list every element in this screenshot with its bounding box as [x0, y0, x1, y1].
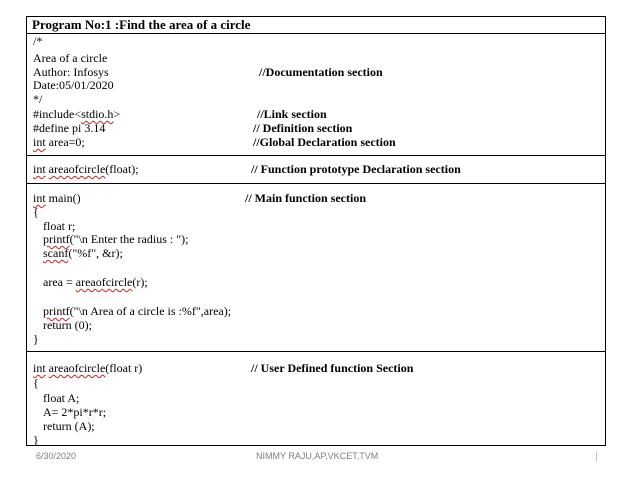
program-table [26, 16, 606, 446]
printf-line [43, 233, 188, 246]
assign-args: (r); [132, 275, 148, 289]
include-prefix: #include< [33, 107, 82, 121]
user-fn-signature [33, 362, 142, 375]
footer-author: NIMMY RAJU,AP,VKCET,TVM [256, 451, 379, 461]
global-type: int [33, 135, 46, 149]
footer-date: 6/30/2020 [36, 451, 77, 461]
row-divider [27, 155, 605, 156]
user-fn-calc: A= 2*pi*r*r; [43, 405, 107, 419]
printf-result-args: ("\n Area of a circle is :%f",area); [69, 304, 232, 318]
user-fn-decl: float A; [43, 391, 80, 405]
documentation-section-comment: //Documentation section [259, 65, 383, 79]
user-fn-open-brace: { [33, 376, 39, 390]
assign-line [43, 276, 148, 289]
user-fn-close-brace: } [33, 433, 39, 447]
main-open-brace: { [33, 205, 39, 219]
include-line [33, 108, 120, 121]
prototype-rest: (float); [105, 162, 139, 176]
assign-prefix: area = [43, 275, 76, 289]
include-lib: stdio.h [81, 107, 114, 121]
printf-result-fn: printf [43, 304, 70, 318]
main-signature [33, 192, 81, 205]
comment-open: /* [33, 34, 43, 48]
scanf-args: ("%f", &r); [68, 246, 123, 260]
prototype-type: int [33, 162, 46, 176]
global-declaration-comment: //Global Declaration section [253, 135, 396, 149]
printf-args: ("\n Enter the radius : "); [69, 232, 189, 246]
user-fn-rest: (float r) [105, 361, 143, 375]
printf-result-line [43, 305, 231, 318]
assign-fn: areaofcircle [75, 275, 133, 289]
program-title: Program No:1 :Find the area of a circle [27, 17, 605, 34]
main-decl: float r; [43, 219, 76, 233]
row-divider [27, 183, 605, 184]
global-line [33, 136, 85, 149]
prototype-name: areaofcircle [48, 162, 106, 176]
prototype-line [33, 163, 139, 176]
main-close-brace: } [33, 332, 39, 346]
program-date: Date:05/01/2020 [33, 78, 114, 92]
program-author: Author: Infosys [33, 65, 109, 79]
scanf-fn: scanf [43, 246, 69, 260]
main-section-comment: // Main function section [245, 191, 367, 205]
page-number-mark [596, 452, 600, 461]
prototype-section-comment: // Function prototype Declaration section [251, 162, 461, 176]
link-section-comment: //Link section [257, 107, 327, 121]
scanf-line [43, 247, 123, 260]
printf-fn: printf [43, 232, 70, 246]
definition-section-comment: // Definition section [253, 121, 353, 135]
define-line: #define pi 3.14 [33, 121, 106, 135]
user-fn-name: areaofcircle [48, 361, 106, 375]
user-fn-section-comment: // User Defined function Section [251, 361, 414, 375]
user-fn-type: int [33, 361, 46, 375]
include-suffix: > [113, 107, 121, 121]
comment-close: */ [33, 92, 43, 106]
main-return: return (0); [43, 318, 92, 332]
program-name: Area of a circle [33, 51, 108, 65]
global-rest: area=0; [45, 135, 85, 149]
row-divider [27, 351, 605, 352]
main-type: int [33, 191, 46, 205]
user-fn-return: return (A); [43, 419, 95, 433]
main-rest: main() [45, 191, 81, 205]
